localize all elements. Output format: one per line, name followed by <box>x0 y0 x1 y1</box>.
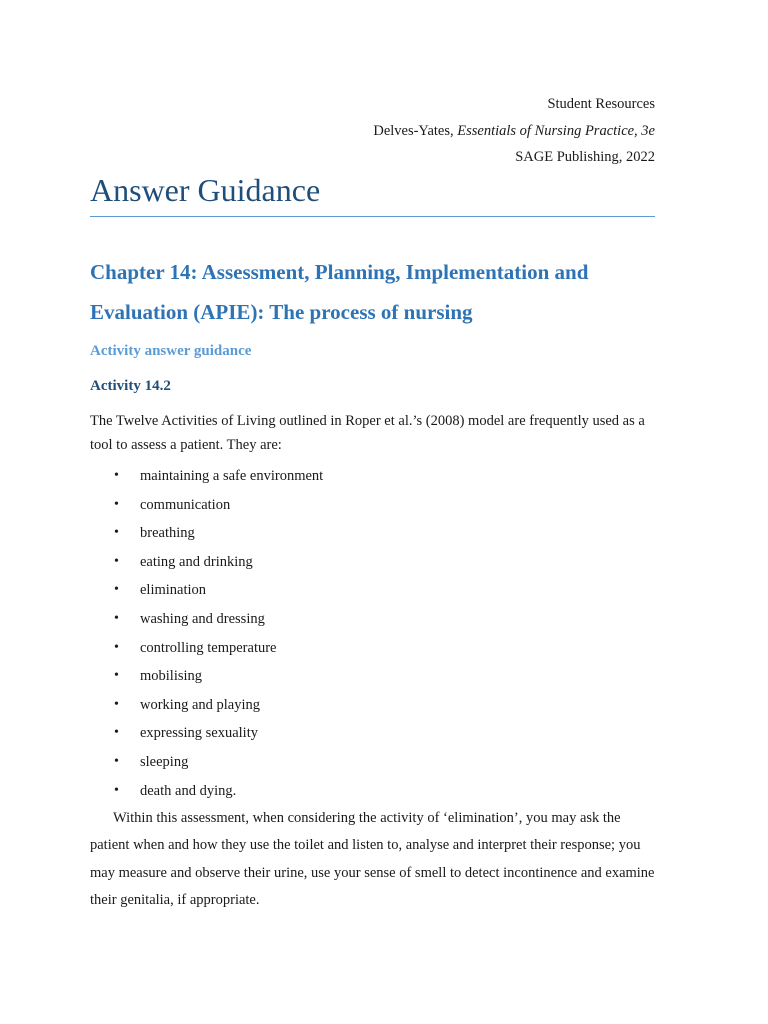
list-item <box>90 748 323 777</box>
bullet-icon: • <box>114 696 119 712</box>
bullet-icon: • <box>114 668 119 684</box>
list-item-text: maintaining a safe environment <box>140 468 324 484</box>
header-book-title: Essentials of Nursing Practice, 3e <box>457 122 655 139</box>
bullet-icon: • <box>114 553 119 569</box>
bullet-icon: • <box>114 496 119 512</box>
list-item-text: eating and drinking <box>140 553 253 570</box>
list-item-text: communication <box>140 496 231 513</box>
list-item <box>90 576 323 605</box>
list-item <box>90 662 323 691</box>
intro-paragraph: The Twelve Activities of Living outlined in Roper et al.’s (2008) model are frequently used as a tool to assess a patient. They are: <box>90 413 645 453</box>
list-item <box>90 691 323 720</box>
list-item <box>90 634 323 663</box>
header-citation-line <box>373 118 655 145</box>
list-item <box>90 777 323 806</box>
list-item-text: elimination <box>140 582 207 599</box>
list-item <box>90 462 323 491</box>
bullet-icon: • <box>114 582 119 598</box>
bullet-icon: • <box>114 782 119 798</box>
list-item <box>90 605 323 634</box>
list-item-text: expressing sexuality <box>140 725 258 742</box>
list-item-text: sleeping <box>140 753 189 770</box>
bullet-icon: • <box>114 753 119 769</box>
list-item <box>90 548 323 577</box>
activity-heading: Activity 14.2 <box>90 378 171 394</box>
activities-list <box>90 462 323 805</box>
list-item-text: death and dying. <box>140 782 237 799</box>
bullet-icon: • <box>114 610 119 626</box>
header-resources-line: Student Resources <box>547 96 655 112</box>
list-item-text: working and playing <box>140 696 261 713</box>
header-author: Delves-Yates, <box>373 122 458 139</box>
list-item-text: washing and dressing <box>140 610 265 627</box>
list-item <box>90 719 323 748</box>
bullet-icon: • <box>114 468 119 483</box>
bullet-icon: • <box>114 725 119 741</box>
list-item-text: breathing <box>140 525 195 542</box>
bullet-icon: • <box>114 525 119 541</box>
list-item-text: mobilising <box>140 668 203 685</box>
section-heading: Activity answer guidance <box>90 343 252 359</box>
list-item <box>90 491 323 520</box>
page-title: Answer Guidance <box>90 170 655 217</box>
document-header <box>373 91 655 171</box>
bullet-icon: • <box>114 639 119 655</box>
header-publisher-line: SAGE Publishing, 2022 <box>515 149 655 165</box>
list-item-text: controlling temperature <box>140 639 277 656</box>
body-paragraph: Within this assessment, when considering the activity of ‘elimination’, you may ask the patient when and how they use the toilet and listen to, analyse and interpret their response; you may measure and observe their urine, use your sense of smell to detect incontinence and examine their genitalia, if appropriate. <box>90 810 655 908</box>
list-item <box>90 519 323 548</box>
chapter-heading: Chapter 14: Assessment, Planning, Implementation and Evaluation (APIE): The process of nursing <box>90 260 589 324</box>
